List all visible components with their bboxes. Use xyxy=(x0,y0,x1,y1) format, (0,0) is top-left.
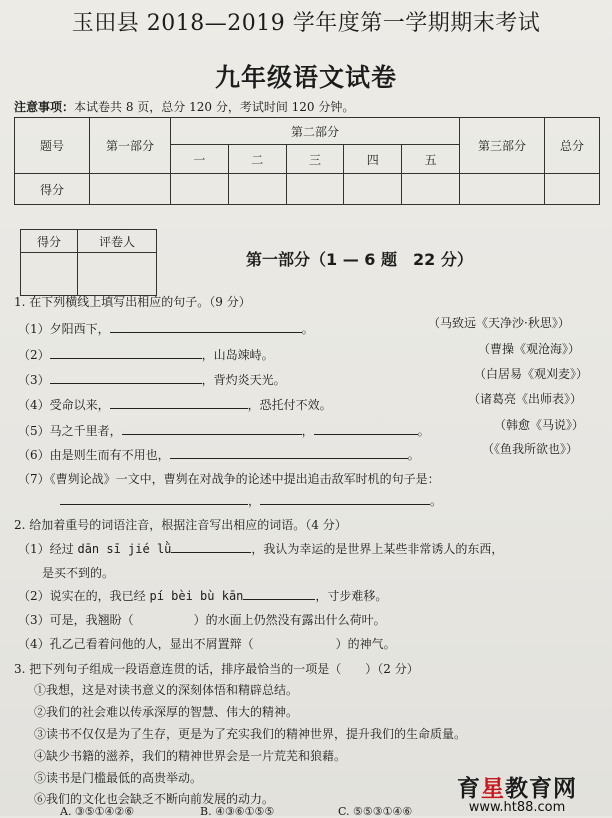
header-part1: 第一部分 xyxy=(90,118,171,174)
answer-blank[interactable] xyxy=(50,372,202,384)
q3-sentence-1: ①我想，这是对读书意义的深刻体悟和精辟总结。 xyxy=(34,683,299,697)
score-cell[interactable] xyxy=(286,174,344,205)
q1-item-7: （7）《曹刿论战》一文中，曹刿在对战争的论述中提出追击敌军时机的句子是： xyxy=(18,472,440,486)
q3-option-b[interactable]: B. ④③⑥①⑤⑤ xyxy=(200,805,275,818)
q1-item-2: （2） ，山岛竦峙。 xyxy=(18,348,274,362)
q1-source-1: （马致远《天净沙·秋思》） xyxy=(428,316,570,330)
grader-score-label: 得分 xyxy=(21,230,78,253)
q1-source-4: （诸葛亮《出师表》） xyxy=(468,392,583,406)
q2-item-2: （2）说实在的，我已经 pí bèi bù kān ，寸步难移。 xyxy=(18,589,388,603)
q1-item-5: （5）马之千里者， ， 。 xyxy=(18,424,430,438)
header-part2: 第二部分 xyxy=(171,118,460,145)
answer-blank[interactable] xyxy=(171,541,251,553)
q1-source-6: （《鱼我所欲也》） xyxy=(482,442,579,456)
q3-sentence-6: ⑥我们的文化也会缺乏不断向前发展的动力。 xyxy=(34,792,275,806)
q2-item-3: （3）可是，我翘盼（ ）的水面上仍然没有露出什么荷叶。 xyxy=(18,613,386,627)
q3-stem: 3. 把下列句子组成一段语意连贯的话，排序最恰当的一项是（ ）（2 分） xyxy=(14,662,419,676)
score-cell[interactable] xyxy=(344,174,402,205)
q3-option-a[interactable]: A. ③⑤①④②⑥ xyxy=(60,805,135,818)
notice-text: 本试卷共 8 页，总分 120 分，考试时间 120 分钟。 xyxy=(74,100,355,114)
pinyin: dān sī jié lǜ xyxy=(77,542,172,556)
answer-blank[interactable] xyxy=(110,321,302,333)
q2-item-1-cont: 是买不到的。 xyxy=(42,566,115,580)
q1-item-6: （6）由是则生而有不用也， 。 xyxy=(18,448,420,462)
q1-source-3: （白居易《观刈麦》） xyxy=(474,367,589,381)
answer-blank[interactable] xyxy=(122,423,302,435)
score-cell[interactable] xyxy=(171,174,229,205)
header-part3: 第三部分 xyxy=(460,118,545,174)
q1-item-4: （4）受命以来， ，恐托付不效。 xyxy=(18,398,332,412)
pinyin: pí bèi bù kān xyxy=(149,589,244,603)
score-cell[interactable] xyxy=(545,174,600,205)
score-cell[interactable] xyxy=(228,174,286,205)
q3-sentence-5: ⑤读书是门槛最低的高贵举动。 xyxy=(34,771,203,785)
notice-label: 注意事项： xyxy=(14,100,75,114)
paper-title: 九年级语文试卷 xyxy=(214,63,397,92)
score-cell[interactable] xyxy=(90,174,171,205)
answer-blank[interactable] xyxy=(110,397,248,409)
header-sub-1: 一 xyxy=(171,145,229,174)
q1-source-2: （曹操《观沧海》） xyxy=(478,342,581,356)
q2-item-4: （4）孔乙己看着问他的人，显出不屑置辩（ ）的神气。 xyxy=(18,637,396,651)
q2-stem: 2. 给加着重号的词语注音，根据注音写出相应的词语。（4 分） xyxy=(14,518,347,532)
answer-blank[interactable] xyxy=(243,588,315,600)
header-question-no: 题号 xyxy=(15,118,90,174)
header-sub-5: 五 xyxy=(402,145,460,174)
answer-blank[interactable] xyxy=(260,493,430,505)
watermark-name: 育星教育网 xyxy=(457,776,577,802)
notice xyxy=(14,98,354,115)
score-table xyxy=(14,117,600,205)
part1-heading: 第一部分（1 — 6 题 22 分） xyxy=(246,250,473,269)
grader-name-cell[interactable] xyxy=(78,253,157,296)
header-total: 总分 xyxy=(545,118,600,174)
answer-blank[interactable] xyxy=(314,423,418,435)
watermark xyxy=(422,770,612,816)
header-sub-3: 三 xyxy=(286,145,344,174)
header-sub-2: 二 xyxy=(228,145,286,174)
q1-source-5: （韩愈《马说》） xyxy=(494,418,585,432)
header-sub-4: 四 xyxy=(344,145,402,174)
q3-sentence-4: ④缺少书籍的滋养，我们的精神世界会是一片荒芜和狼藉。 xyxy=(34,749,347,763)
q2-item-1: （1）经过 dān sī jié lǜ ，我认为幸运的是世界上某些非常诱人的东西， xyxy=(18,542,504,556)
grader-table xyxy=(20,229,157,296)
q3-option-c[interactable]: C. ⑤⑤③①④⑥ xyxy=(338,805,413,818)
score-cell[interactable] xyxy=(460,174,545,205)
q1-item-1: （1）夕阳西下， 。 xyxy=(18,322,314,336)
watermark-url: www.ht88.com xyxy=(468,800,566,815)
answer-blank[interactable] xyxy=(60,493,248,505)
q1-stem: 1. 在下列横线上填写出相应的句子。（9 分） xyxy=(14,295,251,309)
row-score-label: 得分 xyxy=(15,174,90,205)
grader-score-cell[interactable] xyxy=(21,253,78,296)
q3-sentence-3: ③读书不仅仅是为了生存，更是为了充实我们的精神世界，提升我们的生命质量。 xyxy=(34,727,467,741)
score-cell[interactable] xyxy=(402,174,460,205)
q3-sentence-2: ②我们的社会难以传承深厚的智慧、伟大的精神。 xyxy=(34,705,299,719)
answer-blank[interactable] xyxy=(50,347,202,359)
q1-item-3: （3） ，背灼炎天光。 xyxy=(18,373,286,387)
q1-item-7-answer: ， 。 xyxy=(60,492,442,509)
grader-label: 评卷人 xyxy=(78,230,157,253)
exam-title: 玉田县 2018—2019 学年度第一学期期末考试 xyxy=(71,11,541,36)
answer-blank[interactable] xyxy=(170,447,408,459)
